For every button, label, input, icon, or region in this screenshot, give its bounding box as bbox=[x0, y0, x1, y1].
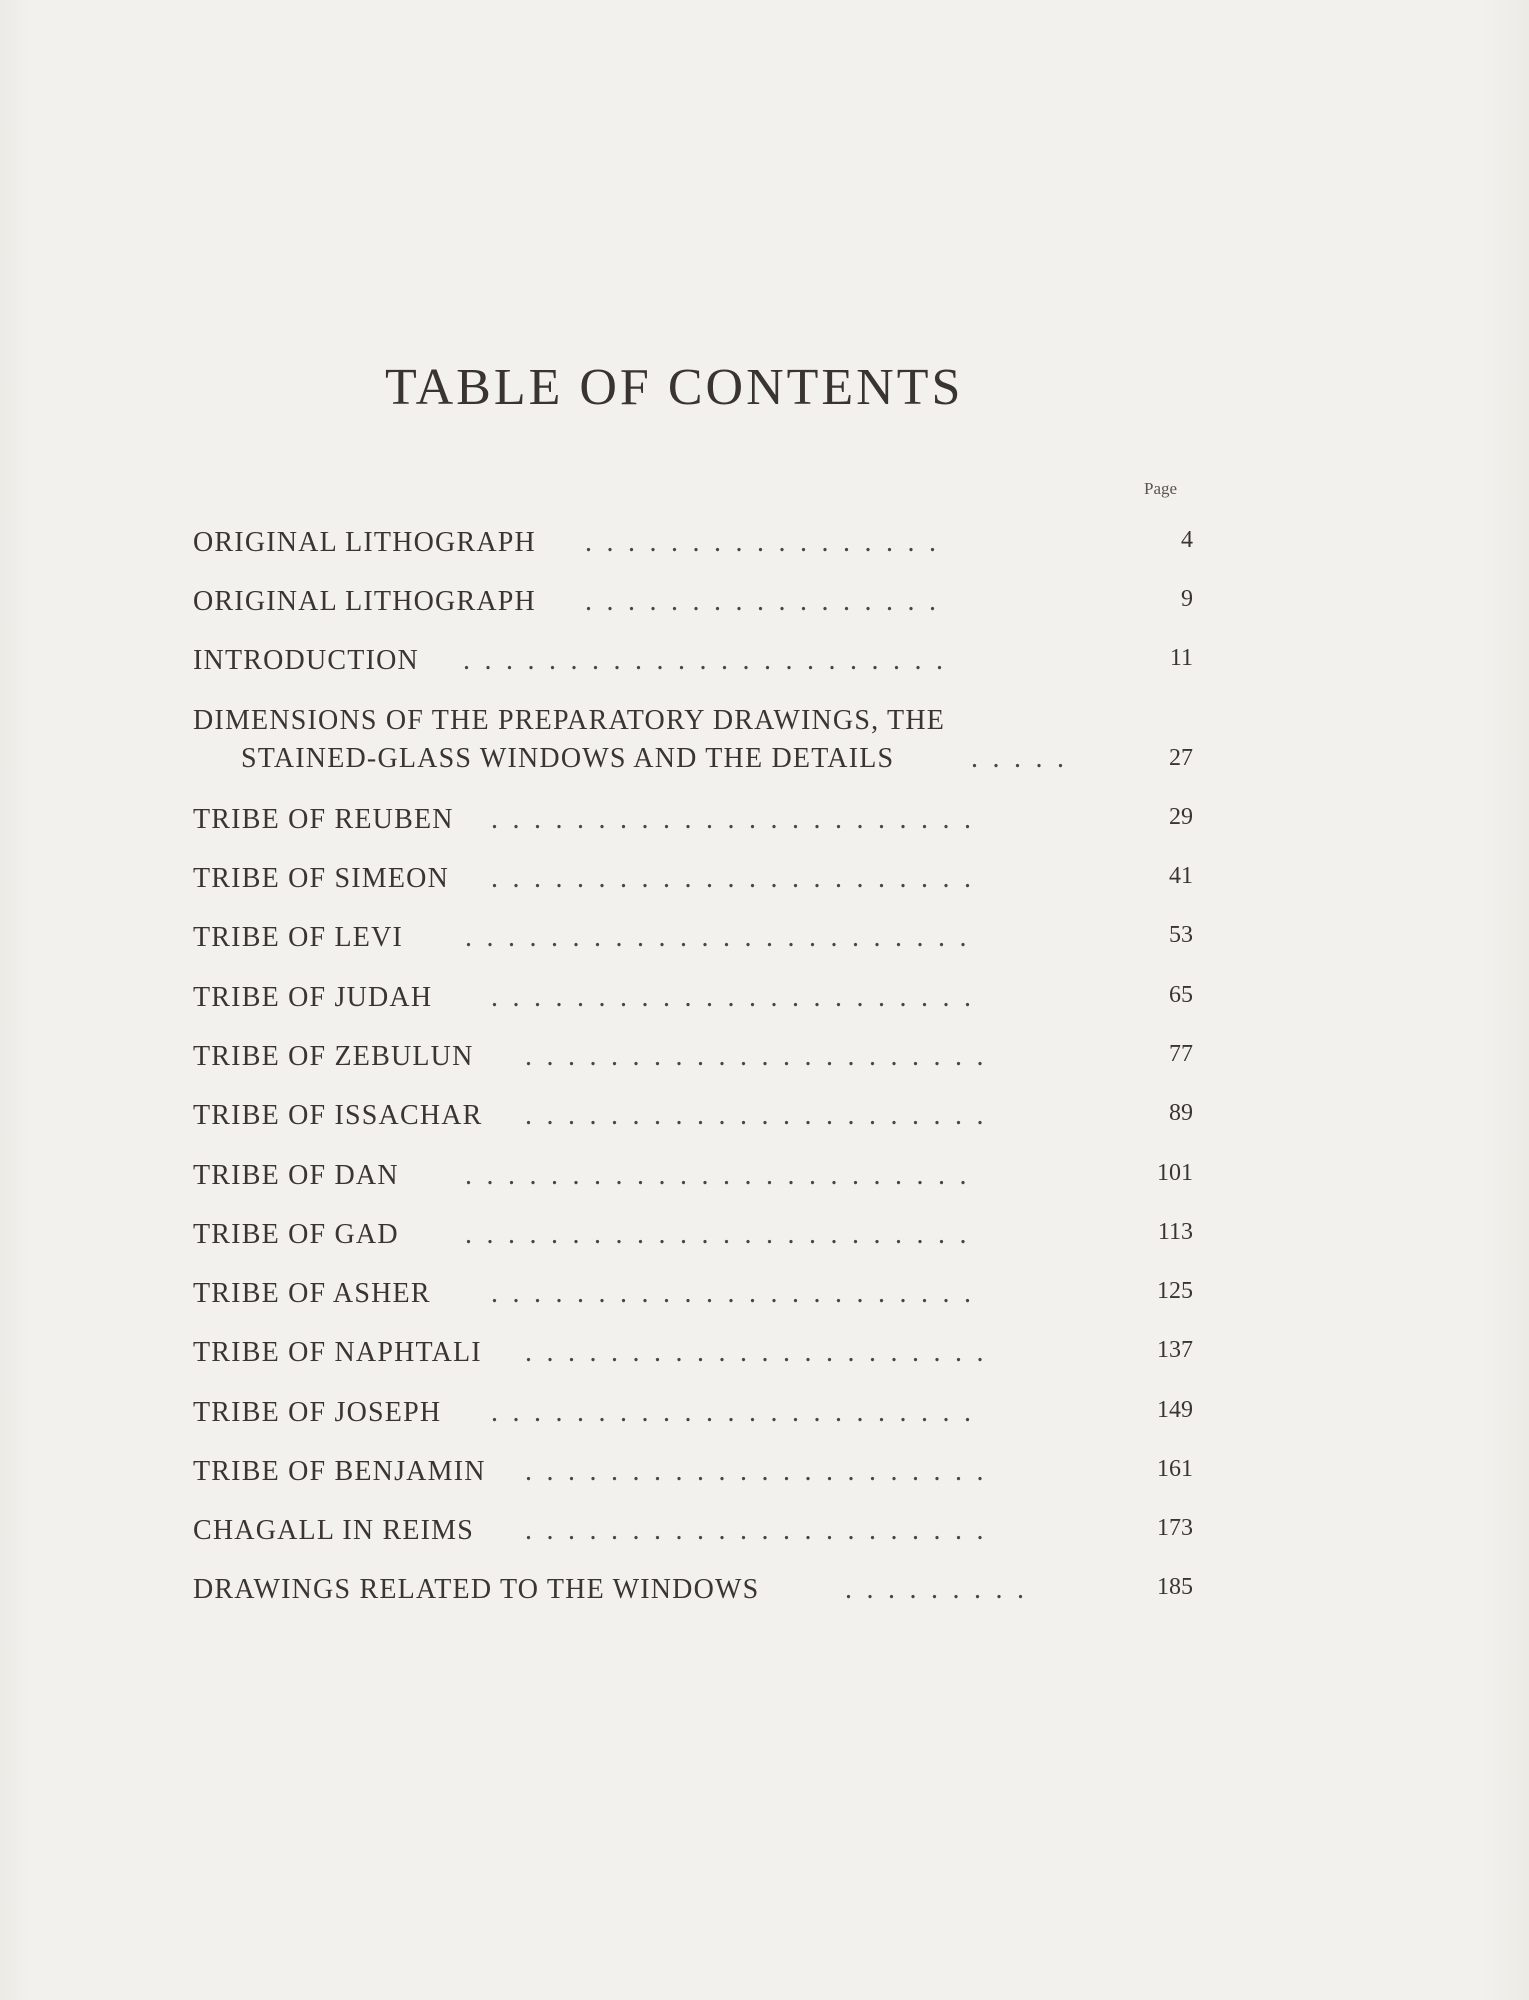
toc-entry-page: 27 bbox=[1169, 745, 1193, 771]
toc-entry-title: ORIGINAL LITHOGRAPH bbox=[193, 586, 536, 617]
page-column-label: Page bbox=[1144, 479, 1178, 498]
dot-leader: ....................... bbox=[491, 1278, 986, 1309]
toc-entry-title: TRIBE OF LEVI bbox=[193, 922, 404, 953]
toc-entry-title: DIMENSIONS OF THE PREPARATORY DRAWINGS, THE bbox=[193, 705, 946, 736]
toc-entry bbox=[193, 1515, 1193, 1555]
dot-leader: ................. bbox=[585, 527, 951, 558]
dot-leader: ........................ bbox=[465, 922, 981, 953]
toc-entry bbox=[193, 1278, 1193, 1318]
toc-entry-page: 11 bbox=[1169, 645, 1193, 671]
dot-leader: ........................ bbox=[465, 1219, 981, 1250]
toc-entry bbox=[193, 1574, 1193, 1614]
toc-entry-page: 125 bbox=[1157, 1278, 1193, 1304]
toc-entry bbox=[193, 982, 1193, 1022]
toc-entry-title: TRIBE OF ISSACHAR bbox=[193, 1100, 483, 1131]
toc-entry-title: TRIBE OF SIMEON bbox=[193, 863, 450, 894]
dot-leader: ..... bbox=[971, 743, 1079, 774]
toc-entry-title: TRIBE OF JOSEPH bbox=[193, 1397, 442, 1428]
toc-entry-title: TRIBE OF GAD bbox=[193, 1219, 399, 1250]
toc-entry-page: 9 bbox=[1181, 586, 1193, 612]
dot-leader: ......... bbox=[845, 1574, 1039, 1605]
dot-leader: ....................... bbox=[491, 863, 986, 894]
dot-leader: ...................... bbox=[525, 1100, 998, 1131]
toc-entry-title: ORIGINAL LITHOGRAPH bbox=[193, 527, 536, 558]
toc-entry bbox=[193, 804, 1193, 844]
toc-entry bbox=[193, 1100, 1193, 1140]
dot-leader: ....................... bbox=[491, 982, 986, 1013]
toc-entry bbox=[193, 1160, 1193, 1200]
toc-entry bbox=[193, 1456, 1193, 1496]
toc-entry-page: 101 bbox=[1157, 1160, 1193, 1186]
toc-entry-page: 161 bbox=[1157, 1456, 1193, 1482]
toc-entry-title: TRIBE OF BENJAMIN bbox=[193, 1456, 486, 1487]
toc-entry-page: 89 bbox=[1169, 1100, 1193, 1126]
toc-entry-title: TRIBE OF ASHER bbox=[193, 1278, 431, 1309]
toc-entry-page: 137 bbox=[1157, 1337, 1193, 1363]
page-title: TABLE OF CONTENTS bbox=[385, 359, 964, 416]
toc-entry-page: 185 bbox=[1157, 1574, 1193, 1600]
toc-entry-page: 29 bbox=[1169, 804, 1193, 830]
toc-entry-title-line2: STAINED-GLASS WINDOWS AND THE DETAILS bbox=[241, 743, 895, 774]
toc-entry bbox=[193, 922, 1193, 962]
toc-entry-title: TRIBE OF DAN bbox=[193, 1160, 399, 1191]
toc-entry bbox=[193, 1041, 1193, 1081]
toc-entry-title: TRIBE OF REUBEN bbox=[193, 804, 454, 835]
dot-leader: ....................... bbox=[491, 1397, 986, 1428]
toc-entry-page: 173 bbox=[1157, 1515, 1193, 1541]
toc-entry-page: 113 bbox=[1157, 1219, 1193, 1245]
toc-entry bbox=[193, 1337, 1193, 1377]
dot-leader: ........................ bbox=[465, 1160, 981, 1191]
toc-entry-title: TRIBE OF NAPHTALI bbox=[193, 1337, 482, 1368]
toc-entry-title: DRAWINGS RELATED TO THE WINDOWS bbox=[193, 1574, 760, 1605]
toc-entry-page: 65 bbox=[1169, 982, 1193, 1008]
toc-entry bbox=[193, 645, 1193, 685]
toc-entry-title: CHAGALL IN REIMS bbox=[193, 1515, 475, 1546]
dot-leader: ...................... bbox=[525, 1456, 998, 1487]
toc-entry bbox=[193, 586, 1193, 626]
toc-entry-title: INTRODUCTION bbox=[193, 645, 419, 676]
toc-entry-title: TRIBE OF ZEBULUN bbox=[193, 1041, 474, 1072]
toc-entry-title: TRIBE OF JUDAH bbox=[193, 982, 433, 1013]
dot-leader: ...................... bbox=[525, 1041, 998, 1072]
dot-leader: ...................... bbox=[525, 1515, 998, 1546]
toc-entry bbox=[193, 1219, 1193, 1259]
dot-leader: ................. bbox=[585, 586, 951, 617]
toc-entry-page: 41 bbox=[1169, 863, 1193, 889]
toc-entry bbox=[193, 527, 1193, 567]
toc-entry bbox=[193, 863, 1193, 903]
toc-entry bbox=[193, 705, 1193, 785]
dot-leader: ...................... bbox=[525, 1337, 998, 1368]
dot-leader: ....................... bbox=[491, 804, 986, 835]
toc-entry-page: 149 bbox=[1157, 1397, 1193, 1423]
toc-entry-page: 53 bbox=[1169, 922, 1193, 948]
toc-entry-page: 4 bbox=[1181, 527, 1193, 553]
toc-entry bbox=[193, 1397, 1193, 1437]
toc-entry-page: 77 bbox=[1169, 1041, 1193, 1067]
dot-leader: ....................... bbox=[463, 645, 958, 676]
